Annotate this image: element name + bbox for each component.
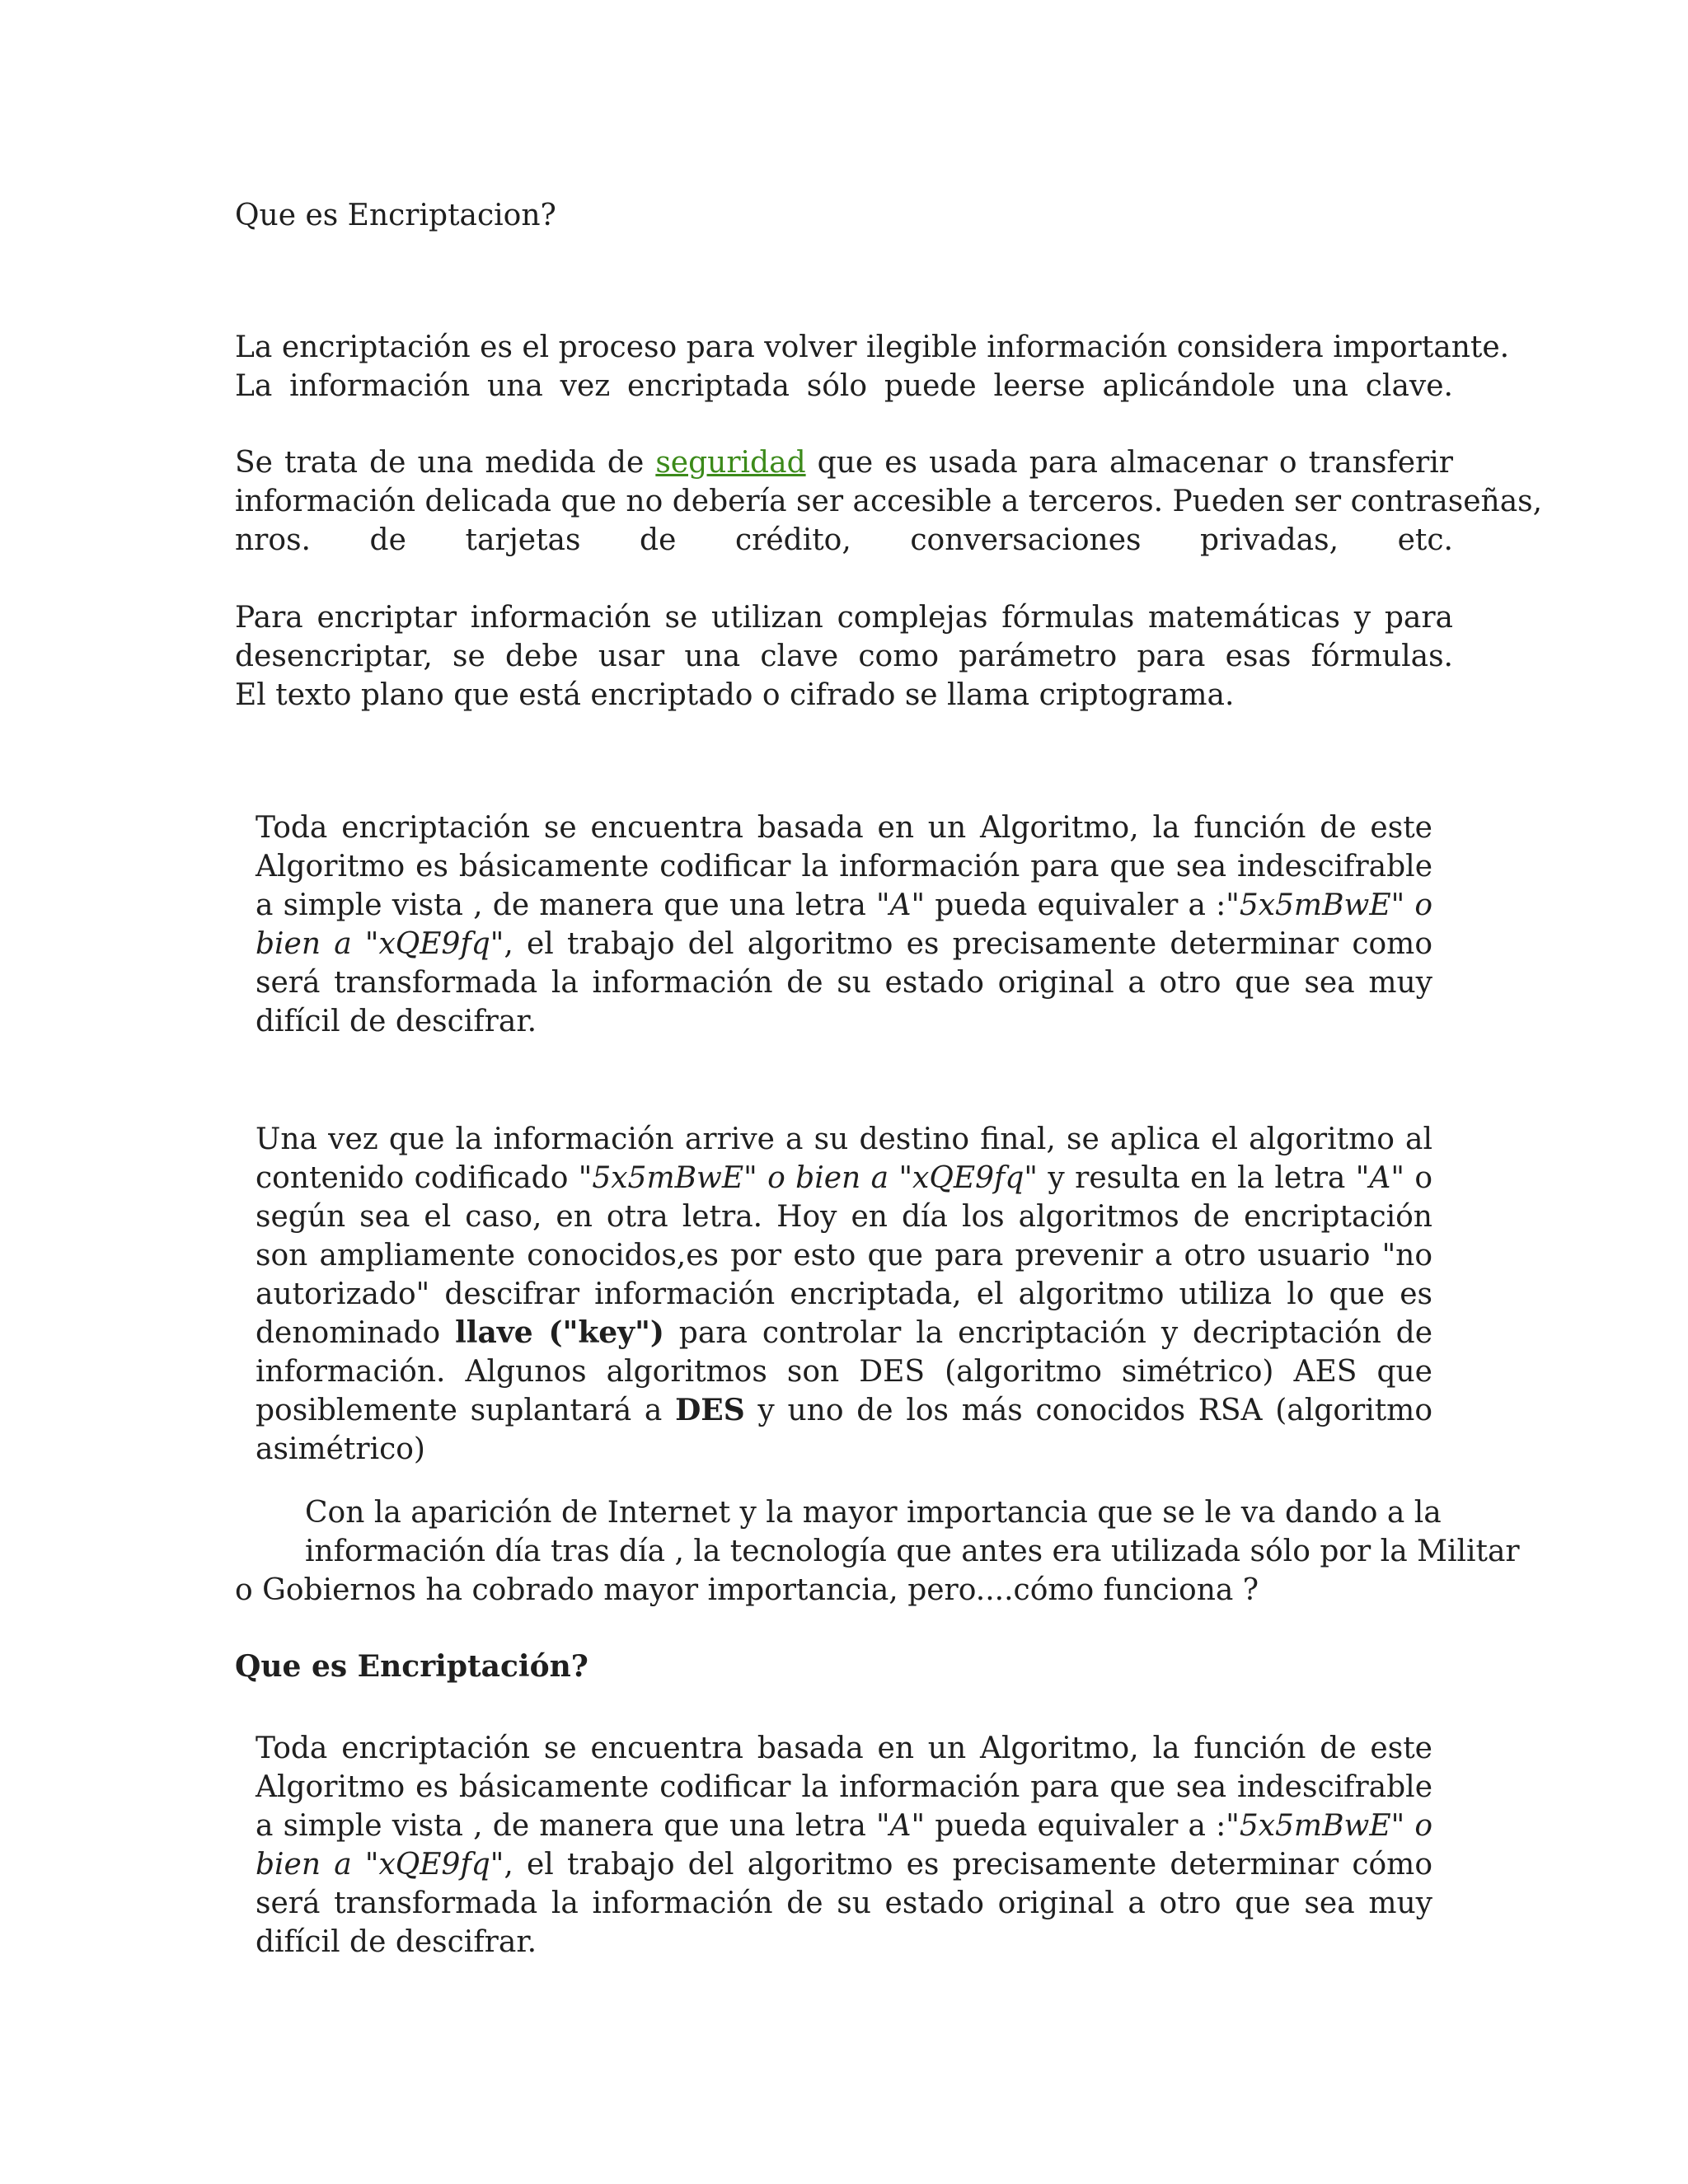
- paragraph-security: Se trata de una medida de seguridad que es usada para almacenar o transferir información delicada que no debería ser accesible a terceros. Pueden ser contraseñas, nros. de tarjetas de crédito, conversaciones privadas, etc.: [235, 443, 1453, 560]
- paragraph-algorithm-repeat: Toda encriptación se encuentra basada en un Algoritmo, la función de este Algoritmo es básicamente codificar la información para que sea indescifrable a simple vista , de manera que una letra "A" pueda equivaler a :"5x5mBwE" o bien a "xQE9fq", el trabajo del algoritmo es precisamente determinar cómo será transformada la información de su estado original a otro que sea muy difícil de descifrar.: [256, 1732, 1433, 1959]
- paragraph-definition: La encriptación es el proceso para volver ilegible información considera importante. La información una vez encriptada sólo puede leerse aplicándole una clave.: [235, 330, 1510, 403]
- paragraph-internet: Con la aparición de Internet y la mayor importancia que se le va dando a la información día tras día , la tecnología que antes era utilizada sólo por la Militar o Gobiernos ha cobrado mayor importancia, pero....cómo funciona ?: [235, 1496, 1520, 1607]
- document-title: Que es Encriptacion?: [235, 199, 556, 232]
- paragraph-decryption: Una vez que la información arrive a su destino final, se aplica el algoritmo al contenido codificado "5x5mBwE" o bien a "xQE9fq" y resulta en la letra "A" o según sea el caso, en otra letra. Hoy en día los algoritmos de encriptación son ampliamente conocidos,es por esto que para prevenir a otro usuario "no autorizado" descifrar información encriptada, el algoritmo utiliza lo que es denominado llave ("key") para controlar la encriptación y decriptación de información. Algunos algoritmos son DES (algoritmo simétrico) AES que posiblemente suplantará a DES y uno de los más conocidos RSA (algoritmo asimétrico): [256, 1122, 1432, 1466]
- paragraph-algorithm: Toda encriptación se encuentra basada en un Algoritmo, la función de este Algoritmo es básicamente codificar la información para que sea indescifrable a simple vista , de manera que una letra "A" pueda equivaler a :"5x5mBwE" o bien a "xQE9fq", el trabajo del algoritmo es precisamente determinar como será transformada la información de su estado original a otro que sea muy difícil de descifrar.: [256, 811, 1433, 1038]
- paragraph-security-line1: Se trata de una medida de seguridad que es usada para almacenar o transferir: [235, 446, 1453, 480]
- paragraph-formulas: Para encriptar información se utilizan complejas fórmulas matemáticas y para desencriptar, se debe usar una clave como parámetro para esas fórmulas. El texto plano que está encriptado o cifrado se llama criptograma.: [235, 601, 1453, 712]
- section-heading: Que es Encriptación?: [235, 1649, 588, 1684]
- seguridad-link[interactable]: seguridad: [655, 446, 806, 480]
